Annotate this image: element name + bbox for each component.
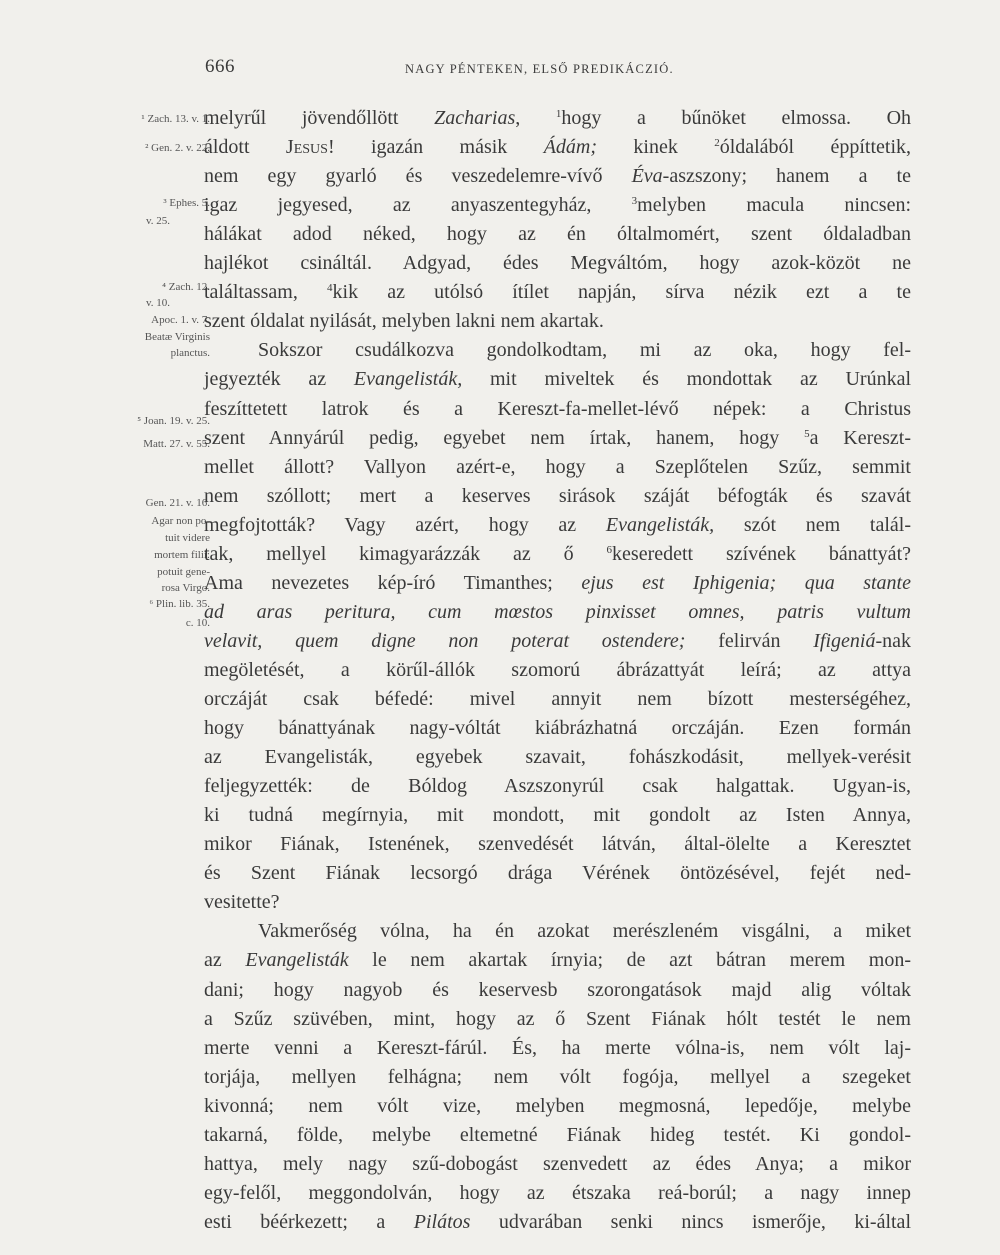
margin-note: ⁵ Joan. 19. v. 25. <box>137 415 210 427</box>
margin-note: ¹ Zach. 13. v. 1. <box>141 113 210 125</box>
text-run: óldalából éppíttetik, <box>719 136 912 159</box>
page-number: 666 <box>205 56 235 77</box>
text-run: szót nem talál- <box>714 513 911 536</box>
text-line <box>204 249 911 277</box>
text-run: ad aras peritura, cum mœstos pinxisset omnes, patris vultum <box>204 600 911 623</box>
text-line <box>204 104 911 132</box>
text-run: hogy bánattyának nagy-vóltát kiábrázhatná orczáján. Ezen formán <box>204 717 911 740</box>
text-run: -nak <box>875 629 912 652</box>
text-line <box>204 830 911 858</box>
text-run: megfojtották? Vagy azért, hogy az <box>204 513 606 536</box>
text-run: mellet állott? Vallyon azért-e, hogy a Szeplőtelen Szűz, semmit <box>204 455 911 478</box>
text-run: az <box>204 949 246 972</box>
margin-note: ⁴ Zach. 12. <box>162 281 210 293</box>
footnote-marker: 3 <box>631 195 638 208</box>
text-line <box>204 1150 911 1178</box>
text-run: a Kereszt- <box>809 426 911 449</box>
text-line <box>204 482 911 510</box>
text-run: melyrűl jövendőllött <box>204 107 435 129</box>
text-line <box>204 1208 911 1236</box>
footnote-marker: 6 <box>606 543 613 556</box>
text-run: hogy a bűnöket elmossa. Oh <box>561 107 912 129</box>
footnote-marker: 1 <box>555 108 562 120</box>
margin-note: Agar non po- <box>151 515 210 527</box>
text-run: jegyezték az <box>204 368 354 391</box>
margin-note: tuit videre <box>165 532 210 544</box>
text-run: felirván <box>685 629 814 652</box>
margin-note: Apoc. 1. v. 7. <box>151 314 210 326</box>
text-line <box>204 1092 911 1120</box>
text-run: Ama nevezetes kép-író Timanthes; <box>204 571 582 594</box>
text-run: szent Annyárúl pedig, egyebet nem írtak, hanem, hogy <box>204 426 805 449</box>
text-run: Pilátos <box>413 1210 471 1233</box>
text-run: Sokszor csudálkozva gondolkodtam, mi az oka, hogy fel- <box>258 339 911 362</box>
running-title: NAGY PÉNTEKEN, ELSŐ PREDIKÁCZIÓ. <box>405 62 674 76</box>
text-line <box>204 191 911 219</box>
text-run: -aszszony; hanem a te <box>662 165 911 188</box>
text-run: esti béérkezett; a <box>204 1210 414 1233</box>
margin-note: planctus. <box>170 347 210 359</box>
margin-note: v. 10. <box>145 297 170 309</box>
text-run: Zacharias <box>434 107 516 129</box>
text-line <box>204 656 911 684</box>
text-line <box>204 772 911 800</box>
text-line <box>204 859 911 887</box>
margin-note: c. 10. <box>185 617 210 629</box>
text-run: mit miveltek és mondottak az Urúnkal <box>462 368 911 391</box>
text-run: udvarában senki nincs ismerője, ki-által <box>470 1210 911 1233</box>
text-run: dani; hogy nagyob és keservesb szorongatások majd alig vóltak <box>204 978 911 1001</box>
text-run: igaz jegyesed, az anyaszentegyház, <box>204 194 632 217</box>
text-run: áldott <box>204 136 286 159</box>
text-line <box>204 1121 911 1149</box>
text-run: merte venni a Kereszt-fárúl. És, ha merte vólna-is, nem vólt laj- <box>204 1036 911 1059</box>
text-line <box>204 220 911 248</box>
text-line <box>204 917 911 945</box>
margin-note: potuit gene- <box>157 566 210 578</box>
text-run: Ifigeniá <box>813 629 876 652</box>
text-line <box>204 1179 911 1207</box>
text-run: kik az utólsó ítílet napján, sírva nézik ezt a te <box>332 281 911 304</box>
text-run: mikor Fiának, Istenének, szenvedését látván, által-ölelte a Keresztet <box>204 833 911 856</box>
margin-note: Matt. 27. v. 55. <box>143 438 210 450</box>
text-run: Evangelisták <box>245 949 349 972</box>
text-line <box>204 714 911 742</box>
text-run: a Szűz szüvében, mint, hogy az ő Szent Fiának hólt testét le nem <box>204 1007 911 1030</box>
text-run: melyben macula nincsen: <box>637 194 912 217</box>
text-run: vesitette? <box>204 891 280 914</box>
footnote-marker: 5 <box>804 427 810 440</box>
margin-note: mortem filii: <box>154 549 210 561</box>
margin-note: rosa Virgo. <box>161 582 210 594</box>
text-line <box>204 801 911 829</box>
text-run: ! igazán másik <box>327 136 544 159</box>
text-line <box>204 511 911 539</box>
text-run: velavit, quem digne non poterat ostendere; <box>204 629 686 652</box>
text-line <box>204 976 911 1004</box>
text-line <box>204 569 911 597</box>
text-run: feszíttetett latrok és a Kereszt-fa-mellet-lévő népek: a Christus <box>204 397 911 420</box>
text-line <box>204 627 911 655</box>
text-line <box>204 1063 911 1091</box>
text-run: Evangelisták, <box>353 368 463 391</box>
text-run: ki tudná megírnyia, mit mondott, mit gondolt az Isten Annya, <box>204 804 911 827</box>
text-run: , <box>515 107 556 129</box>
text-run: az Evangelisták, egyebek szavait, fohászkodásit, mellyek-verésit <box>204 746 911 769</box>
margin-note: ⁶ Plin. lib. 35. <box>149 598 210 610</box>
text-line <box>204 336 911 364</box>
text-run: takarná, földe, melybe eltemetné Fiának hideg testét. Ki gondol- <box>204 1123 911 1146</box>
text-line <box>204 453 911 481</box>
footnote-marker: 2 <box>714 137 720 150</box>
margin-note: Beatæ Virginis <box>144 331 210 343</box>
text-line <box>204 888 911 916</box>
text-line <box>204 424 911 452</box>
text-run: nem szóllott; mert a keserves sirások száját béfogták és szavát <box>204 484 911 507</box>
text-run: le nem akartak írnyia; de azt bátran merem mon- <box>348 949 911 972</box>
margin-note: Gen. 21. v. 16. <box>145 497 210 509</box>
text-run: egy-felől, meggondolván, hogy az étszaka reá-borúl; a nagy innep <box>204 1181 911 1204</box>
text-run: kivonná; nem vólt vize, melyben megmosná, lepedője, melybe <box>204 1094 911 1117</box>
text-line <box>204 1005 911 1033</box>
text-run: Vakmerőség vólna, ha én azokat merészleném visgálni, a miket <box>258 920 911 943</box>
text-line <box>204 307 911 335</box>
text-run: hálákat adod néked, hogy az én óltalmomért, szent óldaladban <box>204 223 911 246</box>
text-line <box>204 1034 911 1062</box>
text-line <box>204 162 911 190</box>
text-line <box>204 743 911 771</box>
text-line <box>204 133 911 161</box>
text-line <box>204 365 911 393</box>
text-run: torjája, mellyen felhágna; nem vólt fogója, mellyel a szegeket <box>204 1065 911 1088</box>
text-run: hattya, mely nagy szű-dobogást szenvedett az édes Anya; a mikor <box>204 1152 911 1175</box>
text-run: hajlékot csináltál. Adgyad, édes Megváltóm, hogy azok-közöt ne <box>204 252 911 275</box>
margin-note: ² Gen. 2. v. 22. <box>145 142 210 154</box>
text-run: nem egy gyarló és veszedelemre-vívő <box>204 165 632 188</box>
text-run: ejus est Iphigenia; qua stante <box>581 571 911 594</box>
text-line <box>204 685 911 713</box>
text-run: Ádám; <box>543 136 598 159</box>
text-run: feljegyzették: de Bóldog Aszszonyrúl csak halgattak. Ugyan-is, <box>204 775 911 798</box>
margin-note: v. 25. <box>145 215 170 227</box>
text-run: keseredett szívének bánattyát? <box>612 542 911 565</box>
text-run: Evangelisták, <box>605 513 715 536</box>
text-run: tak, mellyel kimagyarázzák az ő <box>204 542 607 565</box>
text-line <box>204 540 911 568</box>
text-line <box>204 278 911 306</box>
text-run: Éva <box>631 165 663 188</box>
text-line <box>204 395 911 423</box>
margin-note: ³ Ephes. 5. <box>163 197 210 209</box>
text-run: kinek <box>597 136 715 159</box>
text-run: orczáját csak béfedé: mivel annyit nem bízott mesterségéhez, <box>204 688 911 710</box>
text-run: találtassam, <box>204 281 328 304</box>
footnote-marker: 4 <box>327 282 333 295</box>
text-run: szent óldalat nyilását, melyben lakni nem akartak. <box>204 310 604 333</box>
text-run: Jesus <box>285 136 328 159</box>
page-header <box>0 56 1000 86</box>
text-line <box>204 598 911 626</box>
text-run: és Szent Fiának lecsorgó drága Vérének öntözésével, fejét ned- <box>204 862 911 885</box>
text-run: megöletését, a körűl-állók szomorú ábrázattyát leírá; az attya <box>204 658 911 681</box>
text-line <box>204 946 911 974</box>
